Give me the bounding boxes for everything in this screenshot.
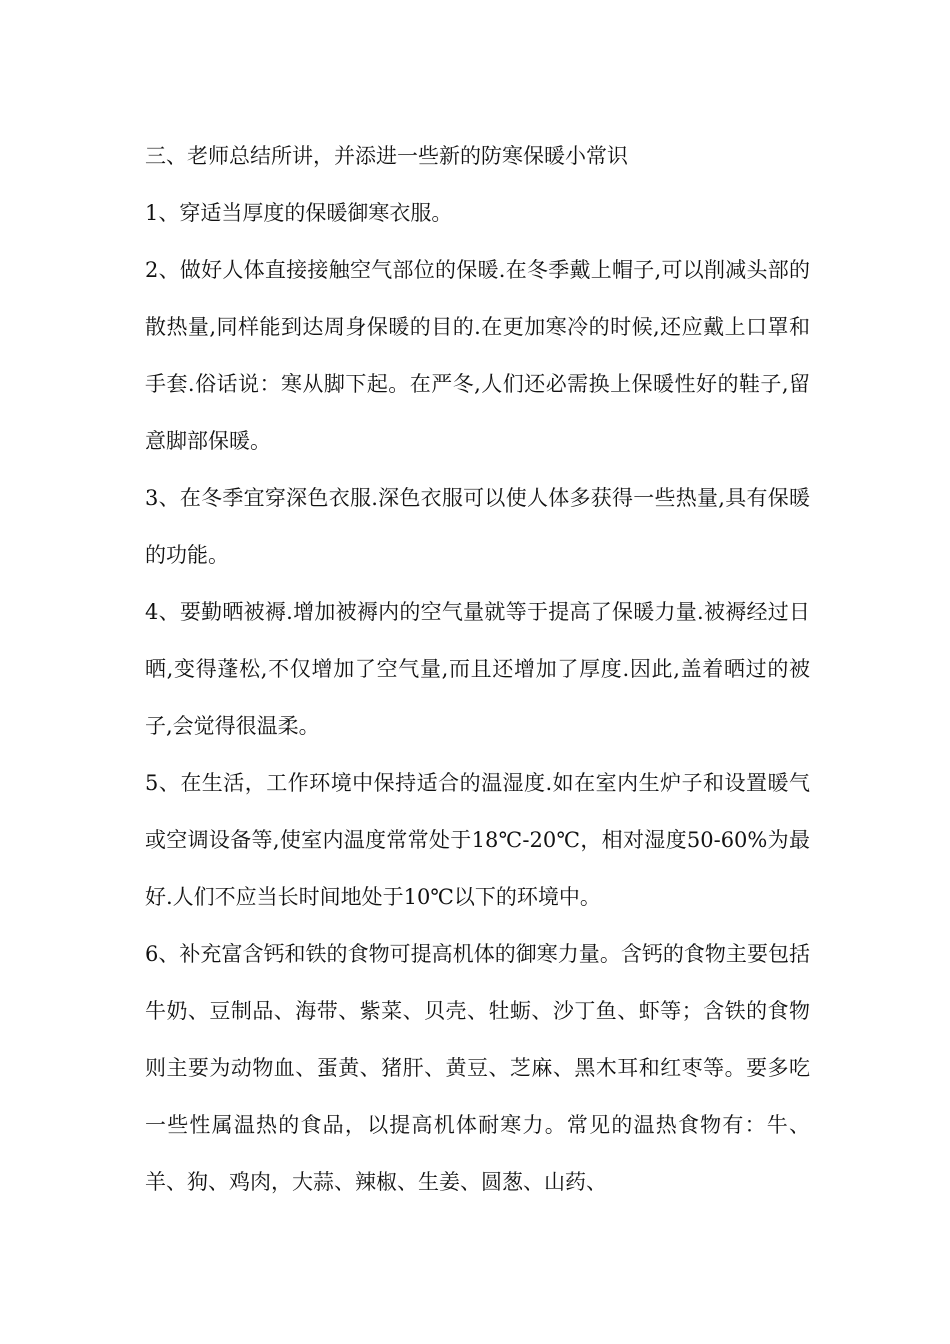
paragraph-1: 1、穿适当厚度的保暖御寒衣服。 [145, 201, 453, 225]
paragraph-3: 3、在冬季宜穿深色衣服.深色衣服可以使人体多获得一些热量,具有保暖的功能。 [145, 486, 810, 567]
paragraph-2: 2、做好人体直接接触空气部位的保暖.在冬季戴上帽子,可以削减头部的散热量,同样能到达周身保暖的目的.在更加寒冷的时候,还应戴上口罩和手套.俗话说：寒从脚下起。在严冬,人们还必需换上保暖性好的鞋子,留意脚部保暖。 [145, 258, 810, 453]
paragraph-6: 6、补充富含钙和铁的食物可提高机体的御寒力量。含钙的食物主要包括牛奶、豆制品、海带、紫菜、贝壳、牡蛎、沙丁鱼、虾等；含铁的食物则主要为动物血、蛋黄、猪肝、黄豆、芝麻、黑木耳和红枣等。要多吃一些性属温热的食品，以提高机体耐寒力。常见的温热食物有：牛、羊、狗、鸡肉，大蒜、辣椒、生姜、圆葱、山药、 [145, 942, 810, 1194]
section-heading: 三、老师总结所讲，并添进一些新的防寒保暖小常识 [145, 144, 628, 168]
document-body [145, 128, 810, 1211]
paragraph-4: 4、要勤晒被褥.增加被褥内的空气量就等于提高了保暖力量.被褥经过日晒,变得蓬松,不仅增加了空气量,而且还增加了厚度.因此,盖着晒过的被子,会觉得很温柔。 [145, 600, 810, 738]
paragraph-5: 5、在生活，工作环境中保持适合的温湿度.如在室内生炉子和设置暖气或空调设备等,使室内温度常常处于18℃-20℃，相对湿度50-60%为最好.人们不应当长时间地处于10℃以下的环境中。 [145, 771, 810, 909]
